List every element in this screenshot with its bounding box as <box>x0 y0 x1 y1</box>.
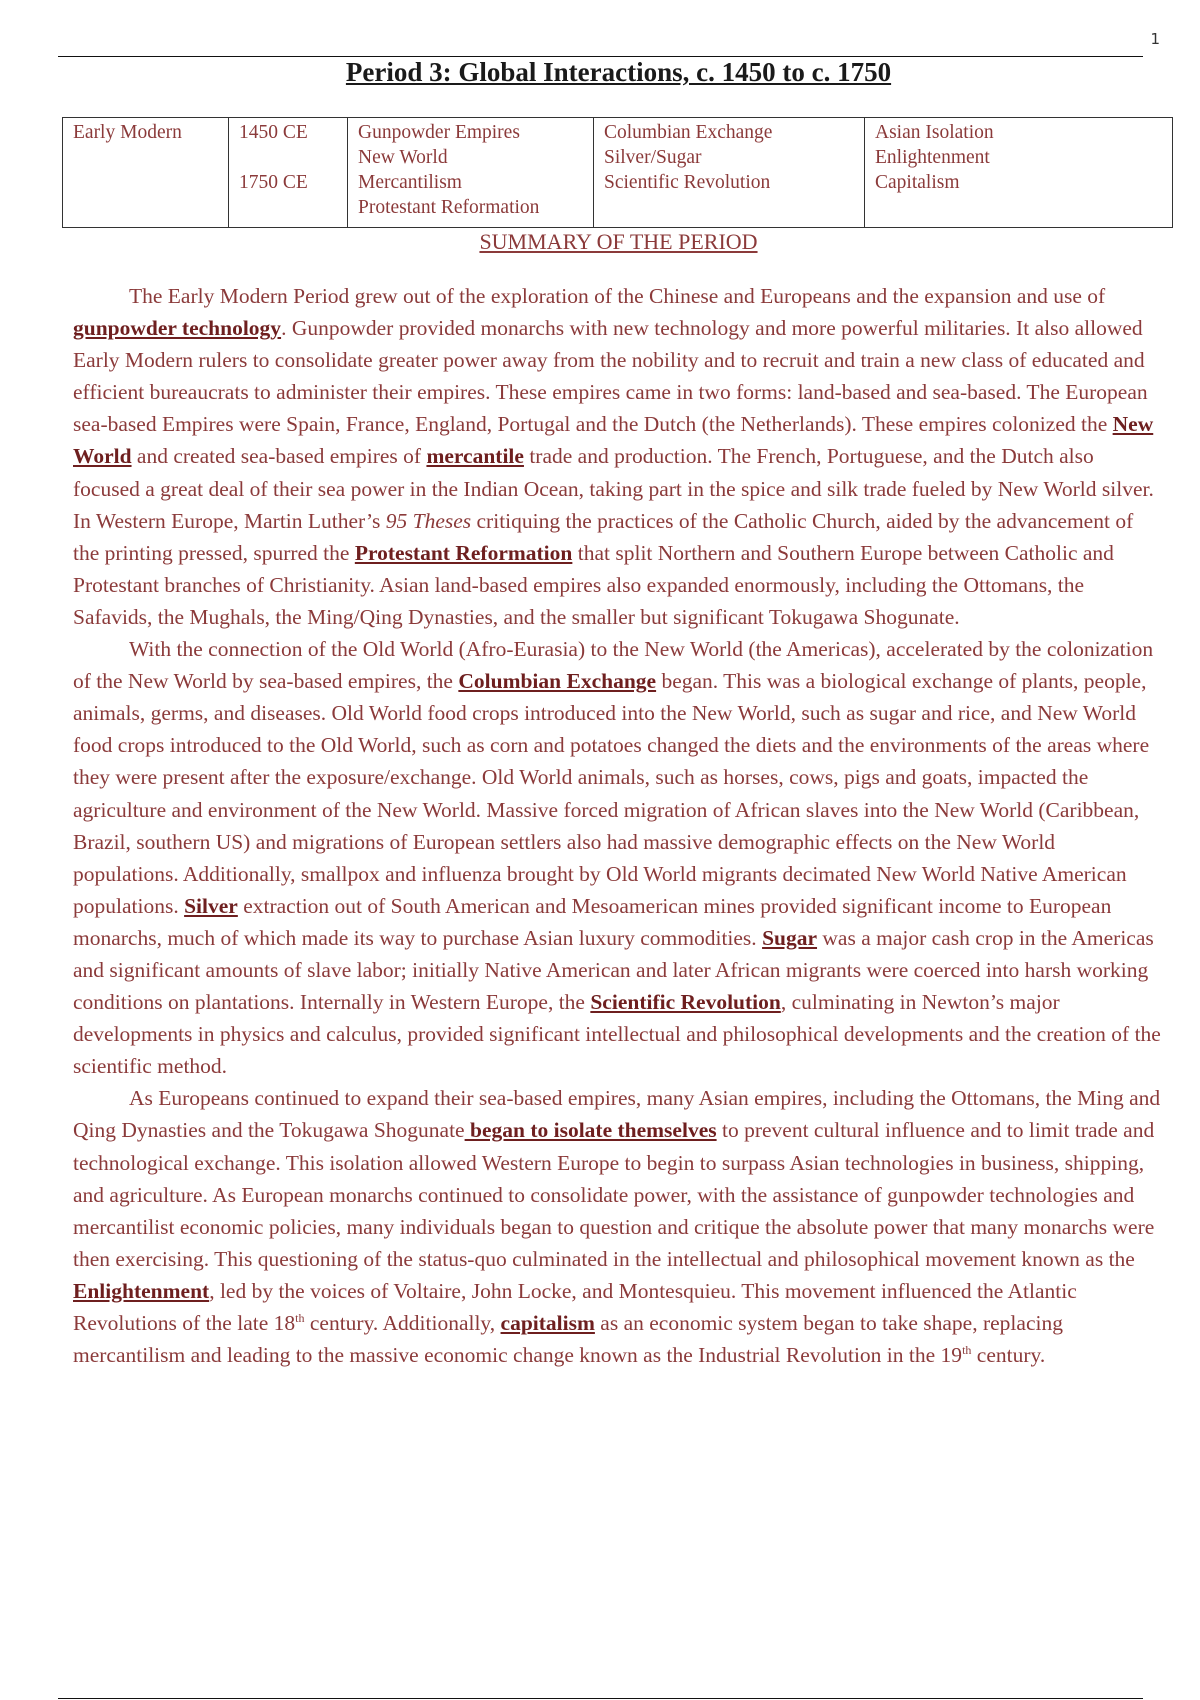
text-run: The Early Modern Period grew out of the exploration of the Chinese and Europeans and the expansion and use of <box>129 284 1106 308</box>
text-run: century. <box>971 1343 1046 1368</box>
table-cell-era <box>63 118 229 228</box>
text-run: , led by the voices of Voltaire, John Locke, and Montesquieu. This movement influenced the Atlantic Revolutions of the late 18 <box>73 1278 1077 1335</box>
summary-heading: SUMMARY OF THE PERIOD <box>479 229 758 254</box>
table-cell-themes-1 <box>348 118 594 228</box>
text-run: With the connection of the Old World (Afro-Eurasia) to the New World (the Americas), accelerated by the colonization of the New World by sea-based empires, the <box>73 637 1154 694</box>
theme-item: Enlightenment <box>875 147 990 168</box>
superscript: th <box>962 1342 972 1357</box>
theme-item: Capitalism <box>875 172 960 193</box>
paragraph-2 <box>73 633 1163 1082</box>
text-run: As Europeans continued to expand their sea-based empires, many Asian empires, including the Ottomans, the Ming and Qing Dynasties and the Tokugawa Shogunate <box>73 1086 1161 1143</box>
date-spacer <box>239 145 337 170</box>
key-term: Protestant Reformation <box>354 540 573 565</box>
theme-item: Silver/Sugar <box>604 147 702 168</box>
key-term: gunpowder technology <box>73 316 282 341</box>
text-run: and created sea-based empires of <box>131 444 427 469</box>
text-run: trade and production. The French, Portuguese, and the Dutch also focused a great deal of their sea power in the Indian Ocean, taking part in the spice and silk trade fueled by New World silver. In Western Europe, Martin Luther’s <box>73 444 1154 533</box>
start-year: 1450 CE <box>239 122 308 143</box>
key-term: Scientific Revolution <box>590 990 781 1015</box>
text-run: century. Additionally, <box>304 1311 501 1335</box>
theme-item: Mercantilism <box>358 172 462 193</box>
text-run: . Gunpowder provided monarchs with new technology and more powerful militaries. It also allowed Early Modern rulers to consolidate greater power away from the nobility and to recruit and train a new class of educated and efficient bureaucrats to administer their empires. These empires came in two forms: land-based and sea-based. The European sea-based Empires were Spain, France, England, Portugal and the Dutch (the Netherlands). These empires colonized the <box>73 316 1148 437</box>
period-overview-table <box>62 117 1173 228</box>
text-run: began. This was a biological exchange of plants, people, animals, germs, and diseases. Old World food crops introduced into the New World, such as sugar and rice, and New World food crops introduced to the Old World, such as corn and potatoes changed the diets and the environments of the areas where they were present after the exposure/exchange. Old World animals, such as horses, cows, pigs and goats, impacted the agriculture and environment of the New World. Massive forced migration of African slaves into the New World (Caribbean, Brazil, southern US) and migrations of European settlers also had massive demographic effects on the New World populations. Additionally, smallpox and influenza brought by Old World migrants decimated New World Native American populations. <box>73 669 1150 918</box>
text-run: , culminating in Newton’s major developments in physics and calculus, provided significant intellectual and philosophical developments and the creation of the scientific method. <box>73 990 1161 1079</box>
key-term: Enlightenment <box>73 1278 210 1303</box>
text-run: that split Northern and Southern Europe between Catholic and Protestant branches of Christianity. Asian land-based empires also expanded enormously, including the Ottomans, the Safavids, the Mughals, the Ming/Qing Dynasties, and the smaller but significant Tokugawa Shogunate. <box>73 540 1114 629</box>
text-run: critiquing the practices of the Catholic Church, aided by the advancement of the printing pressed, spurred the <box>73 508 1134 565</box>
text-run: extraction out of South American and Mesoamerican mines provided significant income to European monarchs, much of which made its way to purchase Asian luxury commodities. <box>73 893 1112 950</box>
superscript: th <box>295 1310 305 1325</box>
table-cell-dates <box>229 118 348 228</box>
summary-body <box>73 280 1163 1371</box>
key-term: capitalism <box>500 1311 595 1335</box>
key-term: Sugar <box>762 925 818 950</box>
theme-item: Asian Isolation <box>875 122 994 143</box>
text-run: was a major cash crop in the Americas and significant amounts of slave labor; initially Native American and later African migrants were coerced into harsh working conditions on plantations. Internally in Western Europe, the <box>73 925 1154 1015</box>
page-title: Period 3: Global Interactions, c. 1450 to c. 1750 <box>345 57 892 87</box>
key-term: began to isolate themselves <box>464 1118 717 1143</box>
key-term: Columbian Exchange <box>458 669 657 694</box>
text-run: as an economic system began to take shape, replacing mercantilism and leading to the massive economic change known as the Industrial Revolution in the 19 <box>73 1311 1063 1368</box>
key-term: mercantile <box>426 444 524 469</box>
text-run: to prevent cultural influence and to limit trade and technological exchange. This isolation allowed Western Europe to begin to surpass Asian technologies in business, shipping, and agriculture. As European monarchs continued to consolidate power, with the assistance of gunpowder technologies and mercantilist economic policies, many individuals began to question and critique the absolute power that many monarchs were then exercising. This questioning of the status-quo culminated in the intellectual and philosophical movement known as the <box>73 1118 1155 1271</box>
theme-item: Gunpowder Empires <box>358 122 520 143</box>
end-year: 1750 CE <box>239 172 308 193</box>
table-row <box>63 118 1173 228</box>
paragraph-1 <box>73 280 1163 633</box>
theme-item: Scientific Revolution <box>604 172 771 193</box>
paragraph-3 <box>73 1082 1163 1371</box>
footer-rule <box>58 1698 1143 1699</box>
key-term: New World <box>73 412 1154 469</box>
theme-item: Columbian Exchange <box>604 122 773 143</box>
key-term: Silver <box>184 893 238 918</box>
table-cell-themes-3 <box>865 118 1173 228</box>
table-cell-themes-2 <box>594 118 865 228</box>
theme-item: Protestant Reformation <box>358 197 540 218</box>
page-number: 1 <box>1150 30 1160 48</box>
italic-title: 95 Theses <box>385 508 472 533</box>
theme-item: New World <box>358 147 448 168</box>
era-label: Early Modern <box>73 122 182 143</box>
